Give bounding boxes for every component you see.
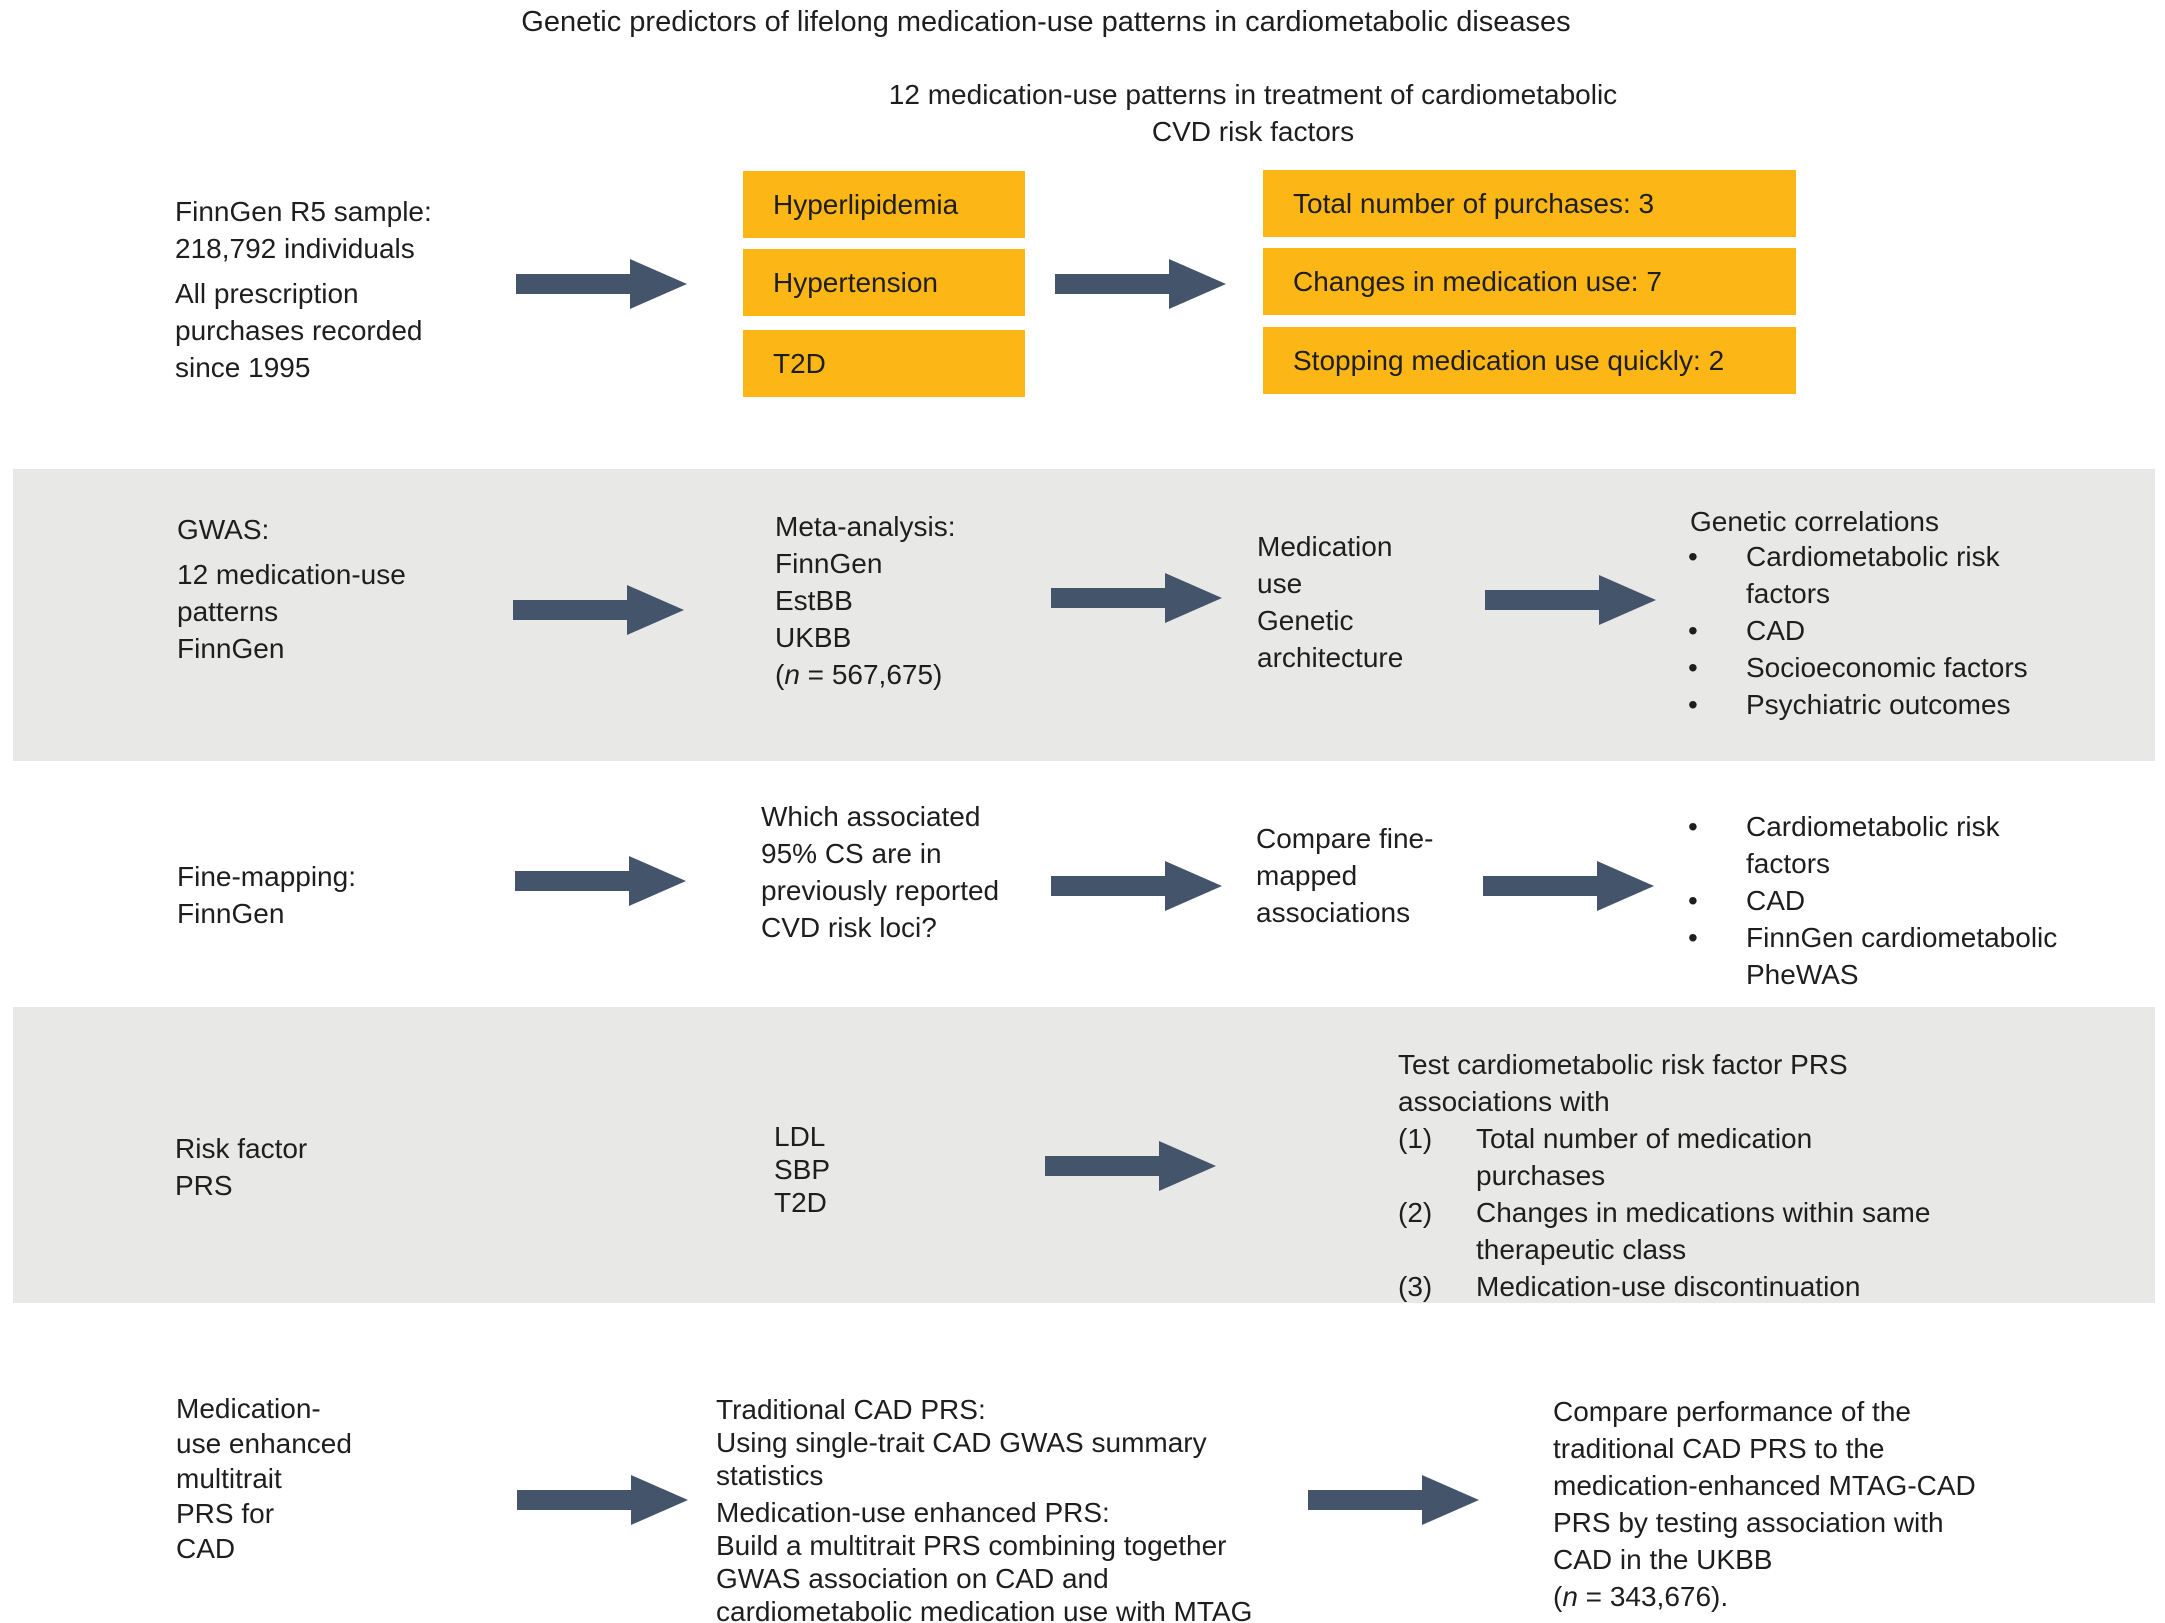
text-line: Compare performance of the: [1553, 1396, 1911, 1427]
figure-title: [296, 4, 1796, 41]
text-line: Test cardiometabolic risk factor PRS: [1398, 1049, 1848, 1080]
prs-methods-text: [716, 1393, 1252, 1623]
bullet-icon: •: [1688, 922, 1698, 953]
text-line: associations: [1256, 897, 1411, 928]
list-item: [1688, 686, 2028, 723]
text-line: Socioeconomic factors: [1746, 652, 2028, 683]
flow-arrow-icon: [513, 584, 685, 636]
meta-analysis-text: [775, 508, 956, 693]
text-line: FinnGen cardiometabolic: [1746, 922, 2058, 953]
text-line: T2D: [774, 1187, 827, 1218]
text-line: GWAS:: [177, 514, 270, 545]
fine-mapping-outputs-list: [1688, 808, 2057, 993]
bullet-icon: •: [1688, 652, 1698, 683]
condition-box-hypertension: [743, 249, 1025, 316]
list-item: [1688, 612, 2028, 649]
bullet-icon: •: [1688, 811, 1698, 842]
text-line: FinnGen: [775, 548, 883, 579]
text-line: PRS by testing association with: [1553, 1507, 1944, 1538]
text-line: Build a multitrait PRS combining together: [716, 1530, 1227, 1561]
text-line: statistics: [716, 1460, 824, 1491]
text-line: cardiometabolic medication use with MTAG: [716, 1596, 1253, 1623]
patterns-subtitle: [853, 76, 1653, 150]
list-item: [1398, 1194, 1930, 1268]
text-line: Medication-use enhanced PRS:: [716, 1497, 1110, 1528]
text-line: 218,792 individuals: [175, 233, 415, 264]
flow-arrow-icon: [517, 1474, 689, 1526]
fine-mapping-text: [177, 858, 356, 932]
text-line: Fine-mapping:: [177, 861, 356, 892]
flow-arrow-icon: [1485, 574, 1657, 626]
text-line: patterns: [177, 596, 279, 627]
list-item: [1688, 882, 2057, 919]
text-line: FinnGen: [177, 898, 285, 929]
text-line: Cardiometabolic risk: [1746, 811, 2000, 842]
text-line: Meta-analysis:: [775, 511, 956, 542]
subtitle-line: 12 medication-use patterns in treatment of cardiometabolic: [888, 79, 1618, 110]
flow-arrow-icon: [1483, 860, 1655, 912]
credible-sets-question-text: [761, 798, 999, 946]
text-line: PRS: [175, 1170, 233, 1201]
text-line: use enhanced: [176, 1428, 352, 1459]
text-line: medication-enhanced MTAG-CAD: [1553, 1470, 1976, 1501]
compare-prs-performance-text: [1553, 1393, 1976, 1615]
text-line: LDL: [774, 1121, 826, 1152]
text-line: Cardiometabolic risk: [1746, 541, 2000, 572]
text-line: FinnGen R5 sample:: [175, 196, 432, 227]
multitrait-prs-text: [176, 1391, 352, 1566]
text-line: Genetic correlations: [1690, 506, 1940, 537]
pattern-box-changes: [1263, 248, 1796, 315]
text-line: multitrait: [176, 1463, 282, 1494]
text-line: EstBB: [775, 585, 853, 616]
condition-label: T2D: [773, 347, 826, 379]
text-line: SBP: [774, 1154, 831, 1185]
text-line: UKBB: [775, 622, 852, 653]
text-line: Medication-use discontinuation: [1476, 1271, 1861, 1302]
text-line: since 1995: [175, 352, 311, 383]
condition-label: Hypertension: [773, 266, 938, 298]
sample-size-line: (n = 567,675): [775, 659, 943, 690]
text-line: Medication: [1257, 531, 1393, 562]
pattern-label: Stopping medication use quickly: 2: [1293, 344, 1725, 376]
text-line: All prescription: [175, 278, 359, 309]
genetic-correlations-list: [1688, 538, 2028, 723]
text-line: previously reported: [761, 875, 1000, 906]
compare-associations-text: [1256, 820, 1433, 931]
text-line: use: [1257, 568, 1303, 599]
text-line: Changes in medications within same: [1476, 1197, 1931, 1228]
text-line: mapped: [1256, 860, 1358, 891]
genetic-architecture-text: [1257, 528, 1403, 676]
text-line: Psychiatric outcomes: [1746, 689, 2011, 720]
sample-size-line: (n = 343,676).: [1553, 1581, 1729, 1612]
condition-label: Hyperlipidemia: [773, 188, 959, 220]
genetic-correlations-heading: [1690, 503, 1939, 540]
text-line: PheWAS: [1746, 959, 1859, 990]
flow-arrow-icon: [1045, 1140, 1217, 1192]
list-item: [1688, 538, 2028, 612]
text-line: 12 medication-use: [177, 559, 406, 590]
prs-traits-text: [774, 1120, 830, 1219]
text-line: CAD in the UKBB: [1553, 1544, 1773, 1575]
text-line: Using single-trait CAD GWAS summary: [716, 1427, 1207, 1458]
text-line: factors: [1746, 848, 1831, 879]
flow-arrow-icon: [1051, 572, 1223, 624]
text-line: FinnGen: [177, 633, 285, 664]
condition-box-hyperlipidemia: [743, 171, 1025, 238]
pattern-box-stopping: [1263, 327, 1796, 394]
text-line: GWAS association on CAD and: [716, 1563, 1109, 1594]
text-line: PRS for: [176, 1498, 275, 1529]
pattern-label: Total number of purchases: 3: [1293, 187, 1655, 219]
bullet-icon: •: [1688, 541, 1698, 572]
text-line: architecture: [1257, 642, 1404, 673]
list-item: [1398, 1268, 1930, 1305]
flow-arrow-icon: [1051, 860, 1223, 912]
text-line: 95% CS are in: [761, 838, 942, 869]
list-number: (1): [1398, 1123, 1433, 1154]
pattern-box-purchases: [1263, 170, 1796, 237]
text-line: Medication-: [176, 1393, 321, 1424]
list-item: [1688, 649, 2028, 686]
text-line: purchases: [1476, 1160, 1606, 1191]
text-line: Which associated: [761, 801, 981, 832]
text-line: traditional CAD PRS to the: [1553, 1433, 1885, 1464]
list-number: (3): [1398, 1271, 1433, 1302]
list-item: [1688, 919, 2057, 993]
prs-test-heading: [1398, 1046, 1848, 1120]
text-line: therapeutic class: [1476, 1234, 1687, 1265]
gwas-text: [177, 511, 406, 667]
flow-arrow-icon: [1055, 258, 1227, 310]
title-text: Genetic predictors of lifelong medication-use patterns in cardiometabolic diseases: [521, 6, 1571, 38]
flow-arrow-icon: [515, 855, 687, 907]
risk-factor-prs-text: [175, 1130, 307, 1204]
text-line: purchases recorded: [175, 315, 423, 346]
prs-test-numbered-list: [1398, 1120, 1930, 1305]
text-line: associations with: [1398, 1086, 1610, 1117]
finngen-sample-text: [175, 193, 432, 386]
text-line: Total number of medication: [1476, 1123, 1813, 1154]
flow-arrow-icon: [1308, 1474, 1480, 1526]
condition-box-t2d: [743, 330, 1025, 397]
subtitle-line: CVD risk factors: [1151, 116, 1355, 147]
text-line: CAD: [176, 1533, 236, 1564]
pattern-label: Changes in medication use: 7: [1293, 265, 1662, 297]
text-line: Compare fine-: [1256, 823, 1434, 854]
flow-arrow-icon: [516, 258, 688, 310]
list-number: (2): [1398, 1197, 1433, 1228]
text-line: CAD: [1746, 615, 1806, 646]
bullet-icon: •: [1688, 885, 1698, 916]
text-line: Risk factor: [175, 1133, 308, 1164]
list-item: [1688, 808, 2057, 882]
list-item: [1398, 1120, 1930, 1194]
text-line: Genetic: [1257, 605, 1354, 636]
text-line: CVD risk loci?: [761, 912, 937, 943]
text-line: factors: [1746, 578, 1831, 609]
bullet-icon: •: [1688, 615, 1698, 646]
text-line: Traditional CAD PRS:: [716, 1394, 986, 1425]
text-line: CAD: [1746, 885, 1806, 916]
bullet-icon: •: [1688, 689, 1698, 720]
